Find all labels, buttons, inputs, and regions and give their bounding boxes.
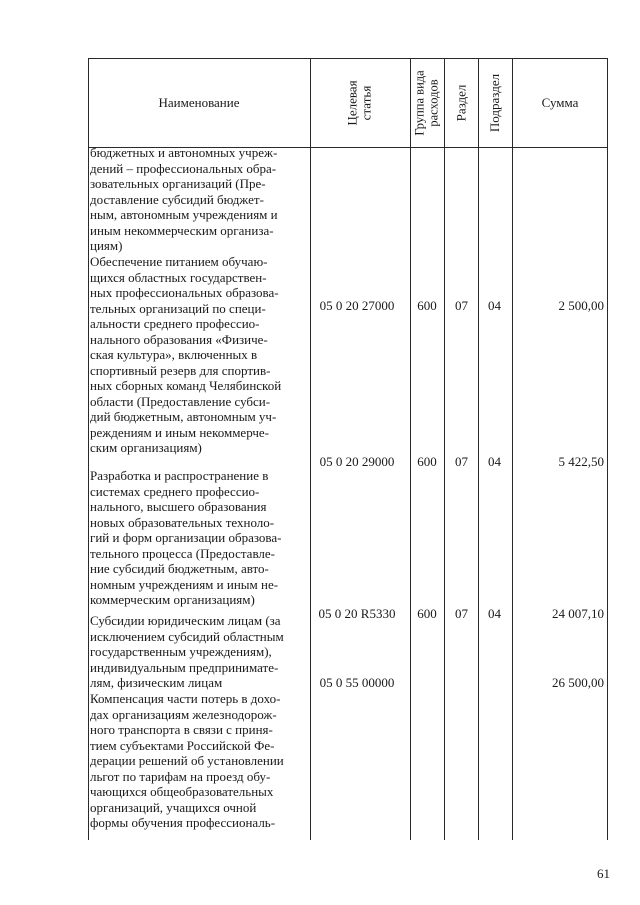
row-name-line: системах среднего профессио- (90, 483, 260, 499)
row-name-line: организаций, учащихся очной (90, 799, 257, 815)
row-name-line: зовательных организаций (Пре- (90, 176, 266, 191)
row-name-line: тельных организаций по специ- (90, 300, 266, 316)
row-name-line: дерации решений об установлении (90, 753, 284, 768)
row-name-line: иным некоммерческим организа- (90, 222, 274, 238)
row-name-line: тием субъектами Российской Фе- (90, 737, 275, 753)
row-name-line: ным, автономным учреждениям и (90, 207, 278, 222)
row-name-line: чающихся общеобразовательных (90, 784, 274, 799)
header-amount (512, 58, 608, 147)
header-amount-text: Сумма (541, 94, 579, 110)
row-expense-group: 600 (417, 606, 437, 621)
row-name-line: тельного процесса (Предоставле- (90, 545, 275, 561)
row-name-line: дений – профессиональных обра- (90, 160, 277, 176)
row-target-article: 05 0 55 00000 (319, 675, 395, 690)
row-name-line: бюджетных и автономных учреж- (90, 145, 278, 160)
header-target-article-line1: Целевая (344, 79, 360, 126)
row-name-line: циям) (90, 238, 123, 253)
row-name-line: коммерческим организациям) (90, 592, 255, 607)
header-name-text: Наименование (158, 94, 240, 110)
row-name-line: альности среднего профессио- (90, 316, 260, 331)
row-name-line: ных сборных команд Челябинской (90, 378, 282, 393)
row-target-article: 05 0 20 29000 (319, 454, 395, 469)
row-name-line: ного транспорта в связи с приня- (90, 722, 273, 737)
column-divider (512, 58, 513, 840)
page-number: 61 (597, 866, 610, 881)
row-expense-group: 600 (417, 298, 437, 313)
row-name-line: лям, физическим лицам (90, 675, 223, 690)
row-target-article: 05 0 20 R5330 (318, 606, 396, 621)
row-name-line: ние субсидий бюджетным, авто- (90, 561, 269, 576)
row-name-line: нального образования «Физиче- (90, 331, 268, 347)
row-name (90, 254, 308, 456)
column-divider (410, 58, 411, 840)
row-name-line: Компенсация части потерь в дохо- (90, 691, 281, 706)
header-target-article-text (346, 80, 374, 125)
header-section-text: Раздел (453, 84, 468, 121)
row-name (90, 691, 308, 831)
row-subsection: 04 (488, 454, 501, 469)
row-name-line: формы обучения профессиональ- (90, 815, 276, 830)
row-amount: 26 500,00 (552, 675, 604, 690)
table-border-left (88, 58, 89, 840)
header-target-article (310, 58, 410, 147)
row-name-line: дий бюджетным, автономным уч- (90, 409, 277, 424)
row-name-line: ных профессиональных образова- (90, 285, 279, 300)
column-divider (478, 58, 479, 840)
row-name-line: дах организациям железнодорож- (90, 706, 277, 722)
row-name-line: льгот по тарифам на проезд обу- (90, 768, 271, 784)
row-subsection: 04 (488, 298, 501, 313)
row-name-line: реждениям и иным некоммерче- (90, 424, 270, 440)
row-name-line: области (Предоставление субси- (90, 393, 271, 409)
header-subsection-text: Подраздел (487, 73, 503, 132)
row-name (90, 613, 308, 691)
column-divider (310, 58, 311, 840)
header-expense-group-text (413, 70, 441, 135)
column-divider (444, 58, 445, 840)
row-expense-group: 600 (417, 454, 437, 469)
row-name-line: государственным учреждениям), (90, 644, 272, 659)
table-border-right (607, 58, 608, 840)
row-name-line: номным учреждениям и иным не- (90, 576, 279, 592)
row-name-line: спортивный резерв для спортив- (90, 362, 271, 378)
header-expense-group (410, 58, 444, 147)
header-subsection (478, 58, 512, 147)
row-name-line: ским организациям) (90, 440, 202, 455)
row-section: 07 (455, 298, 468, 313)
row-name-line: нального, высшего образования (90, 499, 267, 514)
row-amount: 5 422,50 (558, 454, 604, 469)
header-expense-group-line1: Группа вида (413, 69, 428, 136)
row-name-line: щихся областных государствен- (90, 269, 267, 285)
row-amount: 24 007,10 (552, 606, 604, 621)
row-name (90, 145, 308, 254)
row-name-line: индивидуальным предпринимате- (90, 659, 279, 675)
header-expense-group-line2: расходов (427, 78, 442, 127)
row-subsection: 04 (488, 606, 501, 621)
row-section: 07 (455, 606, 468, 621)
row-amount: 2 500,00 (558, 298, 604, 313)
row-name-line: гий и форм организации образова- (90, 530, 282, 545)
row-name-line: исключением субсидий областным (90, 628, 284, 644)
header-target-article-line2: статья (358, 85, 374, 120)
row-name-line: Разработка и распространение в (90, 468, 269, 483)
row-section: 07 (455, 454, 468, 469)
row-target-article: 05 0 20 27000 (319, 298, 395, 313)
row-name-line: доставление субсидий бюджет- (90, 191, 264, 207)
header-section (444, 58, 478, 147)
budget-table (88, 58, 608, 840)
row-name-line: Обеспечение питанием обучаю- (90, 254, 268, 269)
row-name-line: ская культура», включенных в (90, 347, 258, 362)
header-name (88, 58, 310, 147)
row-name-line: новых образовательных техноло- (90, 514, 275, 530)
row-name-line: Субсидии юридическим лицам (за (90, 613, 281, 628)
row-name (90, 468, 308, 608)
